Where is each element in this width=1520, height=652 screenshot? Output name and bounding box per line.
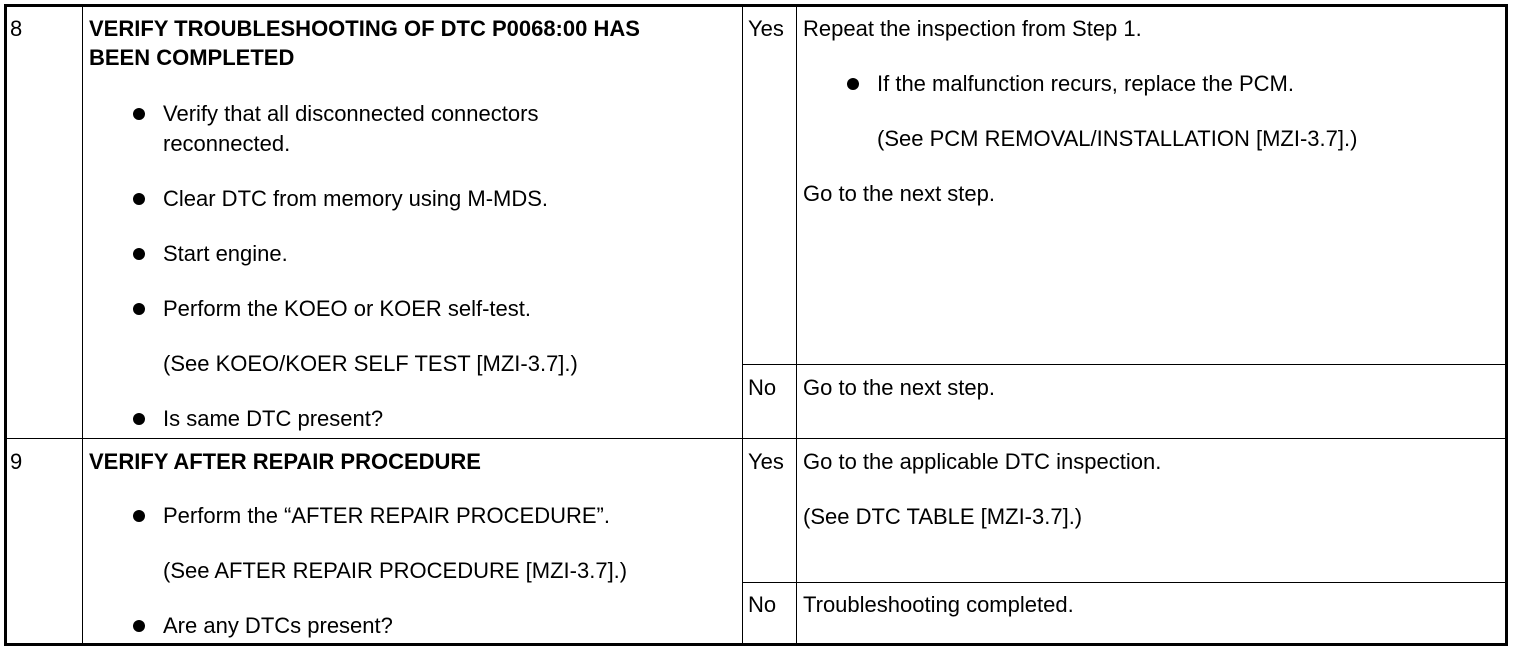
step-title: VERIFY TROUBLESHOOTING OF DTC P0068:00 HAS [89, 16, 640, 41]
no-result: Go to the next step. [803, 375, 996, 400]
table-border-bottom [4, 643, 1508, 646]
bullet-icon [133, 620, 145, 632]
divider-row9-yes-no [742, 582, 1508, 583]
action-item: Is same DTC present? [163, 406, 384, 431]
divider-action-col [742, 4, 743, 646]
step-number: 9 [10, 449, 23, 474]
divider-row8-yes-no [742, 364, 1508, 365]
table-border-top [4, 4, 1508, 7]
no-result: Troubleshooting completed. [803, 592, 1074, 617]
reference-note: (See KOEO/KOER SELF TEST [MZI-3.7].) [163, 351, 578, 376]
action-item: Are any DTCs present? [163, 613, 393, 638]
yes-result: Go to the applicable DTC inspection. [803, 449, 1162, 474]
divider-step-col [82, 4, 83, 646]
bullet-icon [133, 108, 145, 120]
action-item: Clear DTC from memory using M-MDS. [163, 186, 549, 211]
step-title-continued: BEEN COMPLETED [89, 45, 295, 70]
reference-note: (See DTC TABLE [MZI-3.7].) [803, 504, 1083, 529]
reference-note: (See AFTER REPAIR PROCEDURE [MZI-3.7].) [163, 558, 628, 583]
bullet-icon [133, 510, 145, 522]
reference-note: (See PCM REMOVAL/INSTALLATION [MZI-3.7].) [877, 126, 1358, 151]
bullet-icon [133, 248, 145, 260]
table-border-right [1505, 4, 1508, 646]
action-item: Start engine. [163, 241, 288, 266]
yes-result: Repeat the inspection from Step 1. [803, 16, 1142, 41]
yes-label: Yes [748, 449, 784, 474]
action-item: Verify that all disconnected connectors [163, 101, 539, 126]
no-label: No [748, 375, 777, 400]
action-item: Perform the KOEO or KOER self-test. [163, 296, 531, 321]
bullet-icon [133, 413, 145, 425]
yes-result: If the malfunction recurs, replace the PCM. [877, 71, 1294, 96]
action-item-continued: reconnected. [163, 131, 291, 156]
bullet-icon [847, 78, 859, 90]
bullet-icon [133, 303, 145, 315]
divider-row8-row9 [4, 438, 1508, 439]
table-border-left [4, 4, 7, 646]
yes-label: Yes [748, 16, 784, 41]
step-title: VERIFY AFTER REPAIR PROCEDURE [89, 449, 481, 474]
bullet-icon [133, 193, 145, 205]
action-item: Perform the “AFTER REPAIR PROCEDURE”. [163, 503, 610, 528]
step-number: 8 [10, 16, 23, 41]
divider-yesno-col [796, 4, 797, 646]
no-label: No [748, 592, 777, 617]
yes-result: Go to the next step. [803, 181, 996, 206]
